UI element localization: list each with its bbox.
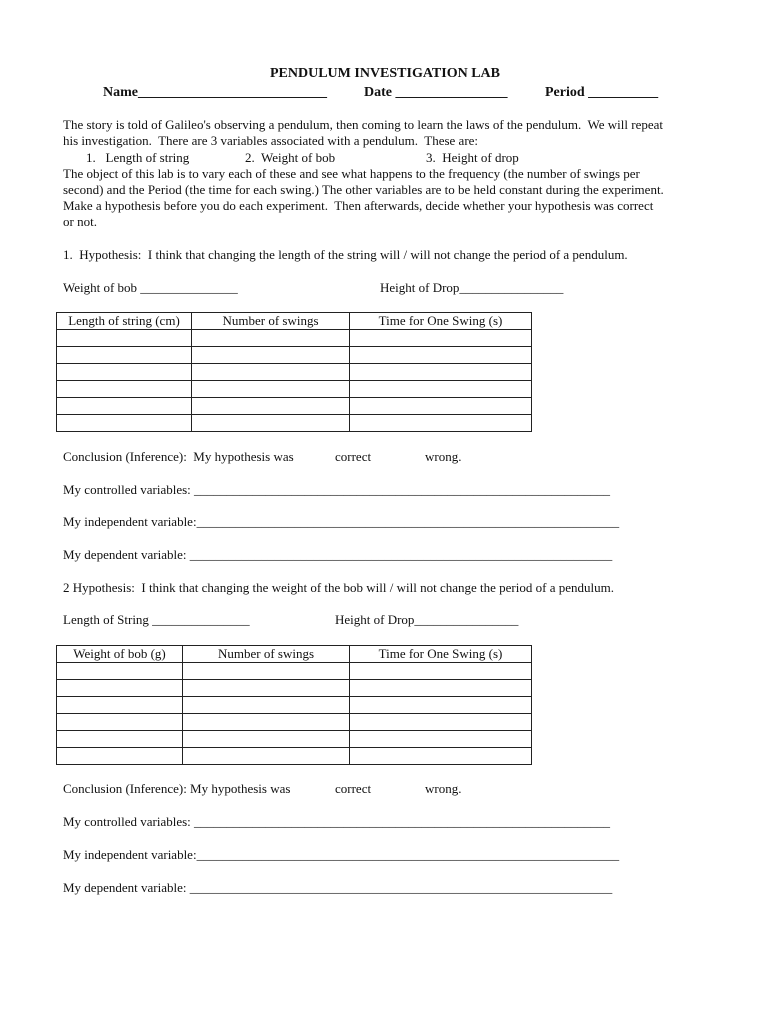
table-row — [57, 347, 532, 364]
table-cell[interactable] — [350, 680, 532, 697]
exp1-height-of-drop-field[interactable]: Height of Drop________________ — [380, 280, 564, 295]
table-cell[interactable] — [192, 398, 350, 415]
table-row — [57, 398, 532, 415]
conclusion-1-wrong[interactable]: wrong. — [425, 449, 462, 464]
table-cell[interactable] — [350, 330, 532, 347]
conclusion-2-correct[interactable]: correct — [335, 781, 372, 796]
table-cell[interactable] — [183, 663, 350, 680]
table-cell[interactable] — [57, 731, 183, 748]
variable-2: 2. Weight of bob — [245, 150, 336, 165]
conclusion-2-wrong[interactable]: wrong. — [425, 781, 462, 796]
hypothesis-1: 1. Hypothesis: I think that changing the length of the string will / will not change the period of a pendulum. — [63, 247, 628, 262]
variable-1: 1. Length of string — [86, 150, 190, 165]
table-cell[interactable] — [57, 415, 192, 432]
column-header: Weight of bob (g) — [57, 646, 183, 663]
table-row — [57, 714, 532, 731]
column-header: Length of string (cm) — [57, 313, 192, 330]
data-table-2 — [56, 645, 532, 765]
table-cell[interactable] — [350, 364, 532, 381]
table-cell[interactable] — [192, 364, 350, 381]
intro-line-1: The story is told of Galileo's observing a pendulum, then coming to learn the laws of the pendulum. We will repeat — [63, 117, 664, 132]
exp2-controlled-variables[interactable]: My controlled variables: ________________________________________________________________ — [63, 814, 611, 829]
exp2-length-of-string-field[interactable]: Length of String _______________ — [63, 612, 250, 627]
date-field[interactable]: Date ________________ — [364, 85, 508, 100]
table-cell[interactable] — [57, 680, 183, 697]
intro-line-3: The object of this lab is to vary each of these and see what happens to the frequency (the number of swings per — [63, 166, 640, 181]
table-row — [57, 731, 532, 748]
column-header: Number of swings — [183, 646, 350, 663]
variable-3: 3. Height of drop — [426, 150, 519, 165]
table-cell[interactable] — [183, 697, 350, 714]
exp1-controlled-variables[interactable]: My controlled variables: ________________________________________________________________ — [63, 482, 611, 497]
table-cell[interactable] — [350, 714, 532, 731]
table-cell[interactable] — [350, 398, 532, 415]
column-header: Number of swings — [192, 313, 350, 330]
table-header-row — [57, 646, 532, 663]
table-cell[interactable] — [350, 697, 532, 714]
table-cell[interactable] — [57, 364, 192, 381]
period-field[interactable]: Period __________ — [545, 85, 659, 100]
table-cell[interactable] — [57, 330, 192, 347]
table-row — [57, 415, 532, 432]
intro-line-5: Make a hypothesis before you do each experiment. Then afterwards, decide whether your hypothesis was correct — [63, 198, 654, 213]
exp1-weight-of-bob-field[interactable]: Weight of bob _______________ — [63, 280, 238, 295]
table-cell[interactable] — [350, 731, 532, 748]
exp2-height-of-drop-field[interactable]: Height of Drop________________ — [335, 612, 519, 627]
table-cell[interactable] — [183, 731, 350, 748]
table-header-row — [57, 313, 532, 330]
table-cell[interactable] — [192, 415, 350, 432]
table-row — [57, 330, 532, 347]
name-field[interactable]: Name___________________________ — [103, 85, 327, 100]
intro-line-6: or not. — [63, 214, 97, 229]
table-row — [57, 697, 532, 714]
table-row — [57, 364, 532, 381]
exp1-dependent-variable[interactable]: My dependent variable: _________________________________________________________________ — [63, 547, 613, 562]
table-cell[interactable] — [57, 663, 183, 680]
table-cell[interactable] — [192, 347, 350, 364]
hypothesis-2: 2 Hypothesis: I think that changing the weight of the bob will / will not change the period of a pendulum. — [63, 580, 614, 595]
table-cell[interactable] — [192, 381, 350, 398]
column-header: Time for One Swing (s) — [350, 646, 532, 663]
intro-line-2: his investigation. There are 3 variables associated with a pendulum. These are: — [63, 133, 479, 148]
table-cell[interactable] — [350, 347, 532, 364]
exp2-dependent-variable[interactable]: My dependent variable: _________________________________________________________________ — [63, 880, 613, 895]
data-table-1 — [56, 312, 532, 432]
table-cell[interactable] — [183, 680, 350, 697]
table-cell[interactable] — [57, 748, 183, 765]
conclusion-1: Conclusion (Inference): My hypothesis was — [63, 449, 294, 464]
table-cell[interactable] — [57, 714, 183, 731]
table-row — [57, 381, 532, 398]
conclusion-1-correct[interactable]: correct — [335, 449, 372, 464]
table-cell[interactable] — [192, 330, 350, 347]
column-header: Time for One Swing (s) — [350, 313, 532, 330]
table-cell[interactable] — [350, 748, 532, 765]
exp2-independent-variable[interactable]: My independent variable:_________________________________________________________________ — [63, 847, 620, 862]
table-row — [57, 680, 532, 697]
table-cell[interactable] — [350, 663, 532, 680]
table-cell[interactable] — [57, 398, 192, 415]
table-cell[interactable] — [183, 714, 350, 731]
table-cell[interactable] — [57, 381, 192, 398]
table-cell[interactable] — [350, 415, 532, 432]
exp1-independent-variable[interactable]: My independent variable:_________________________________________________________________ — [63, 514, 620, 529]
table-row — [57, 663, 532, 680]
table-cell[interactable] — [57, 347, 192, 364]
conclusion-2: Conclusion (Inference): My hypothesis was — [63, 781, 291, 796]
table-cell[interactable] — [57, 697, 183, 714]
page-title: PENDULUM INVESTIGATION LAB — [270, 66, 500, 81]
table-row — [57, 748, 532, 765]
table-cell[interactable] — [183, 748, 350, 765]
intro-line-4: second) and the Period (the time for each swing.) The other variables are to be held constant during the experiment. — [63, 182, 664, 197]
table-cell[interactable] — [350, 381, 532, 398]
